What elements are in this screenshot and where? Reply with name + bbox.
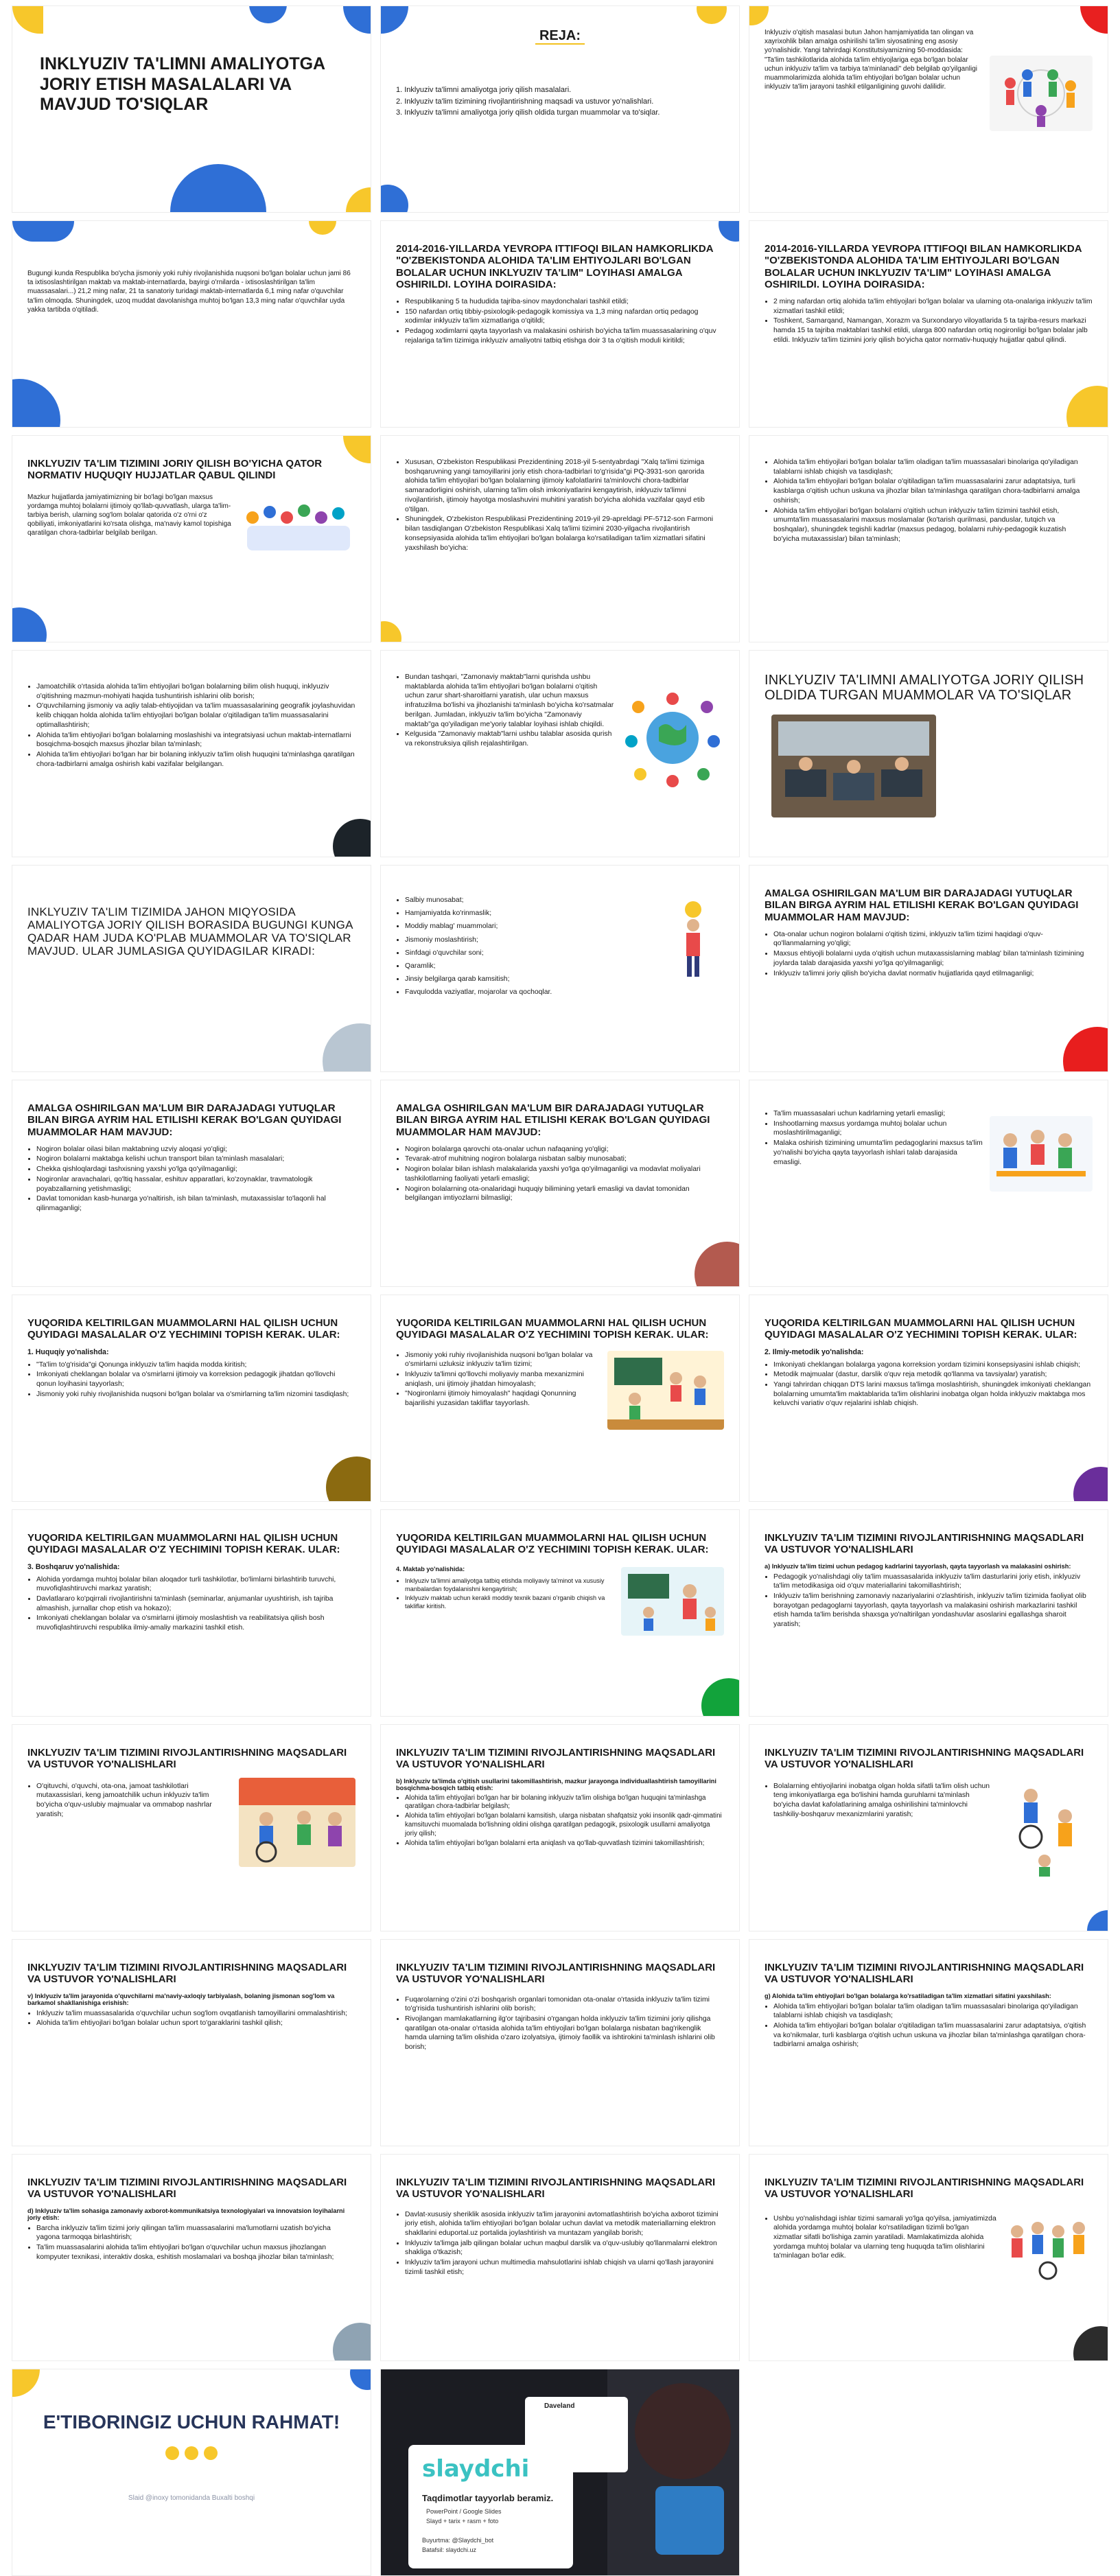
reja-heading: REJA: <box>535 28 585 45</box>
section-subtitle: 1. Huquqiy yo'nalishda: <box>27 1347 109 1356</box>
circle-shape <box>1063 1027 1108 1072</box>
list-item: • Bundan tashqari, "Zamonaviy maktab"larni qurishda ushbu maktablarda alohida ta'lim ehtiyojlari bo'lgan bolalarni o'qitish uchun zarur shart-sharoitlarni yaratish, ular uchun maxsus infratuzilma bo'lishi va jihozlanishi ta'minlash bo'yicha ko'rsatmalar berilgan. Jumladan, inklyuziv ta'lim bo'yicha "Zamonaviy maktab"ga qo'yiladigan me'yoriy talablar loyihasi ishlab chiqildi. <box>405 673 614 729</box>
slide-heading: INKLYUZIV TA'LIM TIZIMIDA JAHON MIQYOSIDA AMALIYOTGA JORIY QILISH BORASIDA BUGUNGI KUNGA QADAR HAM JUDA KO'PLAB MUAMMOLAR VA TO'SIQLAR MAVJUD. ULAR JUMLASIGA QUYIDAGILAR KIRADI: <box>27 905 353 958</box>
slide-heading: AMALGA OSHIRILGAN MA'LUM BIR DARAJADAGI YUTUQLAR BILAN BIRGA AYRIM HAL ETILISHI KERAK BO'LGAN QUYIDAGI MUAMMOLAR HAM MAVJUD: <box>27 1102 342 1138</box>
slide-reja <box>380 5 740 213</box>
list-item: • Jinsiy belgilarga qarab kamsitish; <box>405 973 655 986</box>
list-item: • Jismoniy yoki ruhiy rivojlanishida nuqsoni bo'lgan bolalar va o'smirlarni uzluksiz inklyuziv ta'lim tizimi; <box>405 1351 600 1369</box>
list-item: • Xususan, O'zbekiston Respublikasi Prezidentining 2018-yil 5-sentyabrdagi "Xalq ta'limi tizimiga boshqaruvning yangi tamoyillarini joriy etish chora-tadbirlari to'g'risida"gi PQ-3931-son qarorida alohida ta'lim ehtiyojlari bo'lgan bolalarning ijtimoiy kafolatlarini ta'minlovchi chora-tadbirlar samaradorligini oshirish, ularning ta'lim olish imkoniyatlarini kengaytirish, inklyuziv ta'limni rivojlantirish, ijtimoiy hayotga moslashuvini muhitini yaratish bo'yicha alohida vazifalar qayd etib o'tilgan. <box>405 458 724 514</box>
classroom-illustration <box>607 1351 724 1430</box>
list-item: • Imkoniyati cheklangan bolalar va o'smirlarni ijtimoiy va korreksion pedagogik jihatdan qo'llovchi qonun loyihasini tayyorlash; <box>36 1370 355 1389</box>
slide-heading: 2014-2016-YILLARDA YEVROPA ITTIFOQI BILAN HAMKORLIKDA "O'ZBEKISTONDA ALOHIDA TA'LIM EHTIYOJLARI BO'LGAN BOLALAR UCHUN INKLYUZIV TA'LIM" LOYIHASI AMALGA OSHIRILDI. LOYIHA DOIRASIDA: <box>765 243 1082 290</box>
person-illustration <box>662 894 724 984</box>
slide-heading: YUQORIDA KELTIRILGAN MUAMMOLARNI HAL QILISH UCHUN QUYIDAGI MASALALAR O'Z YECHIMINI TOPISH KERAK. ULAR: <box>765 1317 1077 1341</box>
slide-goals-v <box>12 1939 371 2146</box>
section-subtitle: 3. Boshqaruv yo'nalishida: <box>27 1562 120 1571</box>
corner-shape <box>12 6 74 34</box>
slide-solutions-methodical <box>749 1295 1108 1502</box>
students-illustration <box>990 1116 1093 1192</box>
slide-barriers-list <box>380 865 740 1072</box>
list-item: • Tevarak-atrof muhitning nogiron bolalarga nisbatan salbiy munosabati; <box>405 1154 724 1164</box>
list-item: • Fuqarolarning o'zini o'zi boshqarish organlari tomonidan ota-onalar o'rtasida inklyuziv ta'lim tizimi to'g'risida tushuntirish ishlarini olib borish; <box>405 1995 724 2014</box>
list-item: • Respublikaning 5 ta hududida tajriba-sinov maydonchalari tashkil etildi; <box>405 297 724 307</box>
instagram-icon[interactable] <box>185 2446 198 2460</box>
list-item: • "Nogironlarni ijtimoiy himoyalash" haqidagi Qonunning bajarilishi yuzasidan takliflar tayyorlash. <box>405 1389 600 1408</box>
corner-shape <box>12 221 74 242</box>
list-item: • Toshkent, Samarqand, Namangan, Xorazm va Surxondaryo viloyatlarida 5 ta tajriba-resurs markazi hamda 15 ta tajriba maktablari tashkil etildi, ularga 800 nafardan ortiq nogironligi bo'lgan bolalar jalb etildi. Inklyuziv ta'lim tizimini joriy qilish bo'yicha qator normativ-huquqiy hujjatlar qabul qilindi. <box>773 316 1093 345</box>
circle-shape <box>1073 2326 1108 2361</box>
list-item: • Sinfdagi o'quvchilar soni; <box>405 947 655 960</box>
list-item: • Nogiron bolalarni maktabga kelishi uchun transport bilan ta'minlash masalalari; <box>36 1154 355 1164</box>
slide-heading: 2014-2016-YILLARDA YEVROPA ITTIFOQI BILAN HAMKORLIKDA "O'ZBEKISTONDA ALOHIDA TA'LIM EHTIYOJLARI BO'LGAN BOLALAR UCHUN INKLYUZIV TA'LIM" LOYIHASI AMALGA OSHIRILDI. LOYIHA DOIRASIDA: <box>396 243 713 290</box>
list-item: • Alohida ta'lim ehtiyojlari bo'lgan bolalar o'qitiladigan ta'lim muassasalarini zarur adaptatsiya, turli kasblarga o'qitish uchun uskuna va jihozlar bilan ta'minlashga qaratilgan chora-tadbirlarni amalga oshirish; <box>773 477 1093 505</box>
corner-shape <box>12 2369 40 2397</box>
group-illustration <box>239 490 355 559</box>
thanks-text: E'TIBORINGIZ UCHUN RAHMAT! <box>43 2411 340 2433</box>
section-subtitle: a) Inklyuziv ta'lim tizimi uchun pedagog kadrlarini tayyorlash, qayta tayyorlash va malakasini oshirish: <box>765 1562 1071 1570</box>
list-item: • Nogiron bolalar bilan ishlash malakalarida yaxshi yo'lga qo'yilmaganligi va modavlat moliyalari tashkilotlarning faoliyati yetarli emasligi; <box>405 1165 724 1183</box>
slide-eu-project-1 <box>380 220 740 428</box>
circle-shape <box>170 164 266 213</box>
slide-heading: INKLYUZIV TA'LIMNI AMALIYOTGA JORIY QILISH OLDIDA TURGAN MUAMMOLAR VA TO'SIQLAR <box>765 673 1084 704</box>
list-item: • O'qituvchi, o'quvchi, ota-ona, jamoat tashkilotlari mutaxassislari, keng jamoatchilik uchun inklyuziv ta'lim bo'yicha o'quv-uslubiy majmualar va ommabop nashrlar yaratish; <box>36 1782 232 1820</box>
list-item: • Qaramlik; <box>405 960 655 973</box>
list-item: • Barcha inklyuziv ta'lim tizimi joriy qilingan ta'lim muassasalarini ma'lumotlarni uzatish bo'yicha yagona tarmoqqa birlashtirish; <box>36 2224 355 2242</box>
list-item: • Ta'lim muassasalarini alohida ta'lim ehtiyojlari bo'lgan o'quvchilar uchun maxsus jihozlangan kompyuter texnikasi, interaktiv doska, eshitish moslamalari va boshqa jihozlar bilan ta'minlash; <box>36 2243 355 2262</box>
corner-shape <box>1087 1910 1108 1931</box>
children-group-illustration <box>1003 2207 1093 2283</box>
children-illustration <box>990 56 1093 131</box>
slide-heading: AMALGA OSHIRILGAN MA'LUM BIR DARAJADAGI YUTUQLAR BILAN BIRGA AYRIM HAL ETILISHI KERAK BO'LGAN QUYIDAGI MUAMMOLAR HAM MAVJUD: <box>765 887 1079 923</box>
facebook-icon[interactable] <box>165 2446 179 2460</box>
list-item: • Kelgusida "Zamonaviy maktab"larni ushbu talablar asosida qurish va rekonstruksiya qilish rejalashtirilgan. <box>405 730 614 748</box>
slide-heading: INKLYUZIV TA'LIM TIZIMINI RIVOJLANTIRISHNING MAQSADLARI VA USTUVOR YO'NALISHLARI <box>396 2177 716 2201</box>
list-item: • Alohida ta'lim ehtiyojlari bo'lgan bolalarni o'qitish uchun inklyuziv ta'lim tizimini tashkil etish, umumta'lim muassasalarini maxsus moslamalar (ko'tarish qurilmasi, panduslar, tutqich va boshqalar), shuningdek tegishli kadrlar (maxsus pedagog, bolalarni ruhiy-pedagogik kuzatish bo'yicha mutaxassislar) bilan ta'minlash; <box>773 507 1093 544</box>
slide-goals-digital <box>380 2154 740 2361</box>
slide-heading: INKLYUZIV TA'LIM TIZIMINI RIVOJLANTIRISHNING MAQSADLARI VA USTUVOR YO'NALISHLARI <box>765 1962 1084 1986</box>
list-item: • Salbiy munosabat; <box>405 894 655 907</box>
wheelchair-class-illustration <box>239 1778 355 1867</box>
list-item: • Favqulodda vaziyatlar, mojarolar va qochoqlar. <box>405 986 655 999</box>
slide-goals-b <box>380 1724 740 1931</box>
list-item: • Nogiron bolalarning ota-onalaridagi huquqiy bilimining yetarli emasligi va davlat tomonidan belgilangan imtiyozlarni bilmasligi; <box>405 1185 724 1203</box>
promo-tagline: Taqdimotlar tayyorlab beramiz. <box>422 2493 554 2503</box>
circle-shape <box>380 185 408 213</box>
list-item: • Inshootlarning maxsus yordamga muhtoj bolalar uchun moslashtirilmaganligi; <box>773 1119 983 1138</box>
circle-shape <box>749 5 769 25</box>
slide-normative-docs <box>12 435 371 642</box>
footer-note: Slaid @inoxy tomonidanda Buxalti boshqi <box>128 2494 255 2502</box>
list-item: • Alohida ta'lim ehtiyojlari bo'lgan bolalarni kamsitish, ularga nisbatan shafqatsiz yoki insonlik qadr-qimmatini kamsituvchi muomalada bo'lishning oldini olishga qaratilgan pedagogik, psixologik usullarni amaliyotga joriy qilish; <box>405 1812 724 1839</box>
slide-goals-community <box>380 1939 740 2146</box>
circle-shape <box>1073 1467 1108 1502</box>
list-item: • Nogiron bolalarga qarovchi ota-onalar uchun nafaqaning yo'qligi; <box>405 1145 724 1154</box>
circle-shape <box>695 1242 740 1287</box>
slide-title-text: INKLYUZIV TA'LIMNI AMALIYOTGA JORIY ETISH MASALALARI VA MAVJUD TO'SIQLAR <box>40 54 325 114</box>
list-item: • Inklyuziv ta'limga jalb qilingan bolalar uchun maqbul darslik va o'quv-uslubiy qo'llanmalarni elektron shakliga o'tkazish; <box>405 2239 724 2258</box>
slide-heading: INKLYUZIV TA'LIM TIZIMINI RIVOJLANTIRISHNING MAQSADLARI VA USTUVOR YO'NALISHLARI <box>765 2177 1084 2201</box>
list-item: • Alohida yordamga muhtoj bolalar bilan aloqador turli tashkilotlar, bo'limlarni birlashtirib turuvchi, muvofiqlashtiruvchi markaz yaratish; <box>36 1575 355 1594</box>
list-item: • Davlatlararo ko'pqirrali rivojlantirishni ta'minlash (seminarlar, anjumanlar uyushtirish, ish tajriba almashish, jurnallar chop etish va hokazo); <box>36 1594 355 1613</box>
world-children-illustration <box>621 686 724 789</box>
list-item: • Alohida ta'lim ehtiyojlari bo'lgan bolalarning moslashishi va integratsiyasi uchun maktab-internatlarni bosqichma-bosqich maxsus jihozlar bilan ta'minlash; <box>36 731 355 750</box>
reja-item: 2. Inklyuziv ta'lim tizimining rivojlantirishning maqsadi va ustuvor yo'nalishlari. <box>396 97 654 106</box>
reja-item: 1. Inklyuziv ta'limni amaliyotga joriy qilish masalalari. <box>396 86 572 94</box>
list-item: • Inklyuziv ta'lim jarayoni uchun multimedia mahsulotlarini ishlab chiqish va ularni qo'llash jarayonini tizimli tashkil etish; <box>405 2258 724 2277</box>
slide-heading: YUQORIDA KELTIRILGAN MUAMMOLARNI HAL QILISH UCHUN QUYIDAGI MASALALAR O'Z YECHIMINI TOPISH KERAK. ULAR: <box>396 1532 709 1556</box>
list-item: • Inklyuziv ta'limni qo'llovchi moliyaviy manba mexanizmini aniqlash, uni ijtimoiy jihatdan himoyalash; <box>405 1370 600 1389</box>
circle-shape <box>12 379 60 428</box>
slide-goals-d <box>12 2154 371 2361</box>
circle-shape <box>701 1678 740 1717</box>
slide-solutions-legal-2 <box>380 1295 740 1502</box>
slide-goals-g <box>749 1939 1108 2146</box>
list-item: • Shuningdek, O'zbekiston Respublikasi Prezidentining 2019-yil 29-apreldagi PF-5712-son Farmoni bilan tasdiqlangan O'zbekiston Respublikasi Xalq ta'limi tizimini 2030-yilgacha rivojlantirish konsepsiyasida alohida ta'lim ehtiyojlari bo'lgan bolalarga ko'rsatiladigan ta'lim xizmatlari sifatini yaxshilash bo'yicha: <box>405 515 724 553</box>
circle-shape <box>249 5 287 23</box>
section-subtitle: 4. Maktab yo'nalishida: <box>396 1565 465 1573</box>
list-item: • Inklyuziv ta'lim muassasalarida o'quvchilar uchun sog'lom ovqatlanish tamoyillarini ommalashtirish; <box>36 2009 355 2019</box>
list-item: • Alohida ta'lim ehtiyojlari bo'lgan har bir bolaning inklyuziv ta'lim olishiga bo'lgan huquqini ta'minlashga qaratilgan chora-tadbirlar belgilash; <box>405 1794 724 1812</box>
list-item: • Metodik majmualar (dastur, darslik o'quv reja metodik qo'llanma va tavsiyalar) yaratish; <box>773 1370 1093 1380</box>
circle-shape <box>1066 386 1108 428</box>
normative-text: Mazkur hujjatlarda jamiyatimizning bir bo'lagi bo'lgan maxsus yordamga muhtoj bolalarni ijtimoiy qo'llab-quvvatlash, ularga ta'lim-tarbiya berish, ularning sog'lom bolalar qatorida o'z o'rni o'z qobiliyati, imkoniyatlarini ko'rsata olishga, ma'naviy kamol topishiga qaratilgan chora-tadbirlar belgilab berilgan. <box>27 493 231 537</box>
list-item: • Rivojlangan mamlakatlarning ilg'or tajribasini o'rgangan holda inklyuziv ta'lim tizimini joriy qilishga qaratilgan ota-onalar o'rtasida alohida ta'lim ehtiyojlari bo'lgan bolalarga nisbatan bag'rikenglik hamda ularning ta'lim olishida o'zaro izolyatsiya, ijtimoiy faollik va ishtirokini ta'minlash ishlarini olib borish; <box>405 2015 724 2052</box>
slide-world-problems <box>12 865 371 1072</box>
list-item: • "Ta'lim to'g'risida"gi Qonunga inklyuziv ta'lim haqida modda kiritish; <box>36 1360 355 1370</box>
slide-issues-2 <box>12 1080 371 1287</box>
list-item: • Ushbu yo'nalishdagi ishlar tizimi samarali yo'lga qo'yilsa, jamiyatimizda alohida yordamga muhtoj bolalar ko'rsatiladigan tizimli bo'lgan xizmatlar sifatli bo'lishiga zamin yaratiladi. Mamlakatimizda alohida yordamga muhtoj bolalar va ularning teng huquqda ta'lim olishlarini ta'minlagan bo'lar edik. <box>773 2214 996 2262</box>
list-item: • Davlat-xususiy sheriklik asosida inklyuziv ta'lim jarayonini avtomatlashtirish bo'yicha axborot tizimini joriy etish, alohida ta'lim ehtiyojlari bo'lgan bolalar uchun davlat va metodik materiallarning elektron shakllarini eduportal.uz portalida joylashtirish va muntazam yangilab borish; <box>405 2210 724 2238</box>
slide-public-awareness <box>12 650 371 857</box>
promo-contact[interactable]: Batafsil: slaydchi.uz <box>422 2546 477 2553</box>
list-item: • Inklyuziv ta'lim berishning zamonaviy nazariyalarini o'zlashtirish, inklyuziv ta'lim tizimida faoliyat olib borayotgan pedagoglarni tayyorlash, qayta tayyorlash va malakasini oshirish markazlarini tashkil etish hamda ta'lim berishda shaxsga yo'naltirilgan yondashuvlar asoslarini egallashga sharoit yaratish; <box>773 1592 1093 1629</box>
circle-shape <box>326 1457 371 1502</box>
circle-shape <box>12 607 47 642</box>
list-item: • Alohida ta'lim ehtiyojlari bo'lgan bolalarni erta aniqlash va qo'llab-quvvatlash tizimini takomillashtirish; <box>405 1840 724 1848</box>
circle-shape <box>333 819 371 857</box>
section-subtitle: g) Alohida ta'lim ehtiyojlari bo'lgan bolalarga ko'rsatiladigan ta'lim xizmatlari sifatini yaxshilash: <box>765 1992 1051 1999</box>
intro-text: Inklyuziv o'qitish masalasi butun Jahon hamjamiyatida tan olingan va xayrixohlik bilan amalga oshirilishi ta'lim siyosatining eng asosiy yo'nalishidir. Yangi tahrirdagi Konstitutsiyamizning 50-moddasida: "Ta'lim tashkilotlarida alohida ta'lim ehtiyojlariga ega bo'lgan bolalar uchun inklyuziv ta'lim va tarbiya ta'minlanadi" deb belgilab qo'yilganligi muammolarimizda alohida ta'lim ehtiyojlari bo'lgan bolalar uchun inklyuziv ta'lim jarayoni tashkil etilganligining guvohi dalilidir. <box>765 29 978 91</box>
slide-heading: YUQORIDA KELTIRILGAN MUAMMOLARNI HAL QILISH UCHUN QUYIDAGI MASALALAR O'Z YECHIMINI TOPISH KERAK. ULAR: <box>27 1532 340 1556</box>
list-item: • Nogiron bolalar oilasi bilan maktabning uzviy aloqasi yo'qligi; <box>36 1145 355 1154</box>
slide-title <box>12 5 371 213</box>
teacher-illustration <box>621 1567 724 1636</box>
circle-shape <box>333 2323 371 2361</box>
list-item: • Jamoatchilik o'rtasida alohida ta'lim ehtiyojlari bo'lgan bolalarning bilim olish huquqi, inklyuziv o'qitishning mazmun-mohiyati haqida tushuntirish ishlarini olib borish; <box>36 682 355 701</box>
slide-thanks <box>12 2369 371 2576</box>
reja-item: 3. Inklyuziv ta'limni amaliyotga joriy qilish oldida turgan muammolar va to'siqlar. <box>396 108 660 117</box>
accessibility-illustration <box>1003 1775 1093 1878</box>
promo-contact[interactable]: Buyurtma: @Slaydchi_bot <box>422 2537 494 2544</box>
slide-goals-materials <box>12 1724 371 1931</box>
list-item: • Imkoniyati cheklangan bolalarga yagona korreksion yordam tizimini konsepsiyasini ishlab chiqish; <box>773 1360 1093 1370</box>
slide-promo <box>380 2369 740 2576</box>
slide-statistics <box>12 220 371 428</box>
list-item: • Yangi tahrirdan chiqqan DTS larini maxsus ta'limga moslashtirish, shuningdek imkoniyati cheklangan bolalarning umumta'lim maktablarida ta'lim olishlarini inobatga olgan holda inklyuziv maktabga mos keluvchi variativ o'quv rejalarini ishlab chiqish. <box>773 1380 1093 1408</box>
list-item: • Ota-onalar uchun nogiron bolalarni o'qitish tizimi, inklyuziv ta'lim tizimi haqidagi o'quv-qo'llanmalarning yo'qligi; <box>773 930 1093 949</box>
slide-heading: INKLYUZIV TA'LIM TIZIMINI RIVOJLANTIRISHNING MAQSADLARI VA USTUVOR YO'NALISHLARI <box>27 1747 347 1771</box>
promo-line: PowerPoint / Google Slides <box>426 2508 502 2515</box>
slide-sheet <box>12 0 1108 2566</box>
card-title: Daveland <box>544 2402 575 2410</box>
slide-heading: INKLYUZIV TA'LIM TIZIMINI RIVOJLANTIRISHNING MAQSADLARI VA USTUVOR YO'NALISHLARI <box>27 2177 347 2201</box>
list-item: • O'quvchilarning jismoniy va aqliy talab-ehtiyojidan va ta'lim muassasalarining geografik joylashuvidan kelib chiqqan holda alohida ta'lim ehtiyojlari bo'lgan bolalar o'qitiladigan ta'lim muassasalarini optimallashtirish; <box>36 701 355 730</box>
list-item: • Alohida ta'lim ehtiyojlari bo'lgan bolalar ta'lim oladigan ta'lim muassasalari binolariga qo'yiladigan talablarni ishlab chiqish va tasdiqlash; <box>773 458 1093 476</box>
brand-logo: slaydchi <box>422 2455 530 2483</box>
slide-goals-a <box>749 1509 1108 1717</box>
circle-shape <box>309 220 336 235</box>
slide-eu-project-2 <box>749 220 1108 428</box>
list-item: • Pedagogik yo'nalishdagi oliy ta'lim muassasalarida inklyuziv ta'lim dasturlarini joriy etish, inklyuziv ta'lim metodikasiga oid o'quv materiallarini takomillashtirish; <box>773 1573 1093 1591</box>
slide-modern-school <box>380 650 740 857</box>
list-item: • Chekka qishloqlardagi tashxisning yaxshi yo'lga qo'yilmaganligi; <box>36 1165 355 1174</box>
list-item: • Davlat tomonidan kasb-hunarga yo'naltirish, ish bilan ta'minlash, mutaxassislar to'laqonli hal qilinmaganligi; <box>36 1194 355 1213</box>
slide-issues-1 <box>749 865 1108 1072</box>
list-item: • Alohida ta'lim ehtiyojlari bo'lgan har bir bolaning inklyuziv ta'lim olish huquqini ta'minlashga qaratilgan chora-tadbirlarni amalga oshirish kabi vazifalar belgilangan. <box>36 750 355 769</box>
list-item: • 150 nafardan ortiq tibbiy-psixologik-pedagogik komissiya va 1,3 ming nafardan ortiq pedagog xodimlar inklyuziv ta'lim xizmatlariga o'qitildi; <box>405 308 724 326</box>
list-item: • Alohida ta'lim ehtiyojlari bo'lgan bolalar uchun sport to'garaklarini tashkil qilish; <box>36 2019 355 2028</box>
slide-issues-3 <box>380 1080 740 1287</box>
list-item: • Imkoniyati cheklangan bolalar va o'smirlarni ijtimoiy moslashtish va reabilitatsiya qilish bosh muvofiqlashtiruvchi respublika ilmiy-amaliy markazini tashkil etish. <box>36 1614 355 1632</box>
list-item: • Moddiy mablag' muammolari; <box>405 920 655 933</box>
statistics-text: Bugungi kunda Respublika bo'ycha jismoniy yoki ruhiy rivojlanishida nuqsoni bo'lgan bolalar uchun jami 86 ta ixtisoslashtirilgan maktab va maktab-internatlarda, bayirgi o'rnilarda - ixtisoslashtirilgan ta'lim muassasalari...) 21,2 ming nafar, 21 ta sanatoriy turidagi maktab-internatlarda 6,1 ming nafar o'quvchilar ta'lim olmoqda. Shuningdek, uzoq muddat davolanishga muhtoj bo'lgan 13,3 ming nafar o'quvchilar uyda yakka tartibda o'qitiladi. <box>27 270 351 314</box>
classroom-photo <box>771 715 936 817</box>
social-icons <box>12 2446 371 2460</box>
list-item: • Inklyuziv ta'limni joriy qilish bo'yicha davlat normativ hujjatlarida qayd etilmaganligi; <box>773 969 1093 979</box>
list-item: • Inklyuziv maktab uchun kerakli moddiy texnik bazani o'rganib chiqish va takliflar kiritish. <box>405 1594 614 1610</box>
circle-shape <box>697 5 727 24</box>
slide-goals-conclusion <box>749 2154 1108 2361</box>
twitter-icon[interactable] <box>204 2446 218 2460</box>
slide-goals-guarantees <box>749 1724 1108 1931</box>
slide-heading: INKLYUZIV TA'LIM TIZIMINI RIVOJLANTIRISHNING MAQSADLARI VA USTUVOR YO'NALISHLARI <box>27 1962 347 1986</box>
corner-shape <box>346 187 371 212</box>
slide-heading: AMALGA OSHIRILGAN MA'LUM BIR DARAJADAGI YUTUQLAR BILAN BIRGA AYRIM HAL ETILISHI KERAK BO'LGAN QUYIDAGI MUAMMOLAR HAM MAVJUD: <box>396 1102 710 1138</box>
list-item: • 2 ming nafardan ortiq alohida ta'lim ehtiyojlari bo'lgan bolalar va ularning ota-onalariga inklyuziv ta'lim xizmatlari tashkil etildi; <box>773 297 1093 316</box>
section-subtitle: 2. Ilmiy-metodik yo'nalishda: <box>765 1347 864 1356</box>
list-item: • Jismoniy moslashtirish; <box>405 934 655 947</box>
list-item: • Maxsus ehtiyojli bolalarni uyda o'qitish uchun mutaxassislarning mablag' bilan ta'minlash tizimining joylarda talab darajasida yaxshi yo'lga qo'yilmaganligi; <box>773 949 1093 968</box>
list-item: • Alohida ta'lim ehtiyojlari bo'lgan bolalar ta'lim oladigan ta'lim muassasalari binolariga qo'yiladigan talablarni ishlab chiqish va tasdiqlash; <box>773 2002 1093 2021</box>
circle-shape <box>350 2369 371 2390</box>
slide-intro <box>749 5 1108 213</box>
slide-presidential-decrees <box>380 435 740 642</box>
empty-cell <box>749 2369 1108 2576</box>
list-item: • Inklyuziv ta'limni amaliyotga tatbiq etishda moliyaviy ta'minot va xususiy manbalardan foydalanishni kengaytirish; <box>405 1577 614 1593</box>
list-item: • Ta'lim muassasalari uchun kadrlarning yetarli emasligi; <box>773 1109 983 1119</box>
slide-requirements <box>749 435 1108 642</box>
slide-solutions-school <box>380 1509 740 1717</box>
list-item: • Nogironlar aravachalari, qo'ltiq hassalar, eshituv apparatlari, ko'zoynaklar, travmatologik poyabzallarning yetishmasligi; <box>36 1175 355 1194</box>
slide-heading: YUQORIDA KELTIRILGAN MUAMMOLARNI HAL QILISH UCHUN QUYIDAGI MASALALAR O'Z YECHIMINI TOPISH KERAK. ULAR: <box>27 1317 340 1341</box>
circle-shape <box>719 220 740 242</box>
list-item: • Pedagog xodimlarni qayta tayyorlash va malakasini oshirish bo'yicha ta'lim muassasalarining o'quv rejalariga ta'lim tizimiga inklyuziv amaliyotni tatbiq etishga doir 3 ta o'qitish moduli kiritildi; <box>405 327 724 345</box>
slide-solutions-management <box>12 1509 371 1717</box>
slide-solutions-legal <box>12 1295 371 1502</box>
circle-shape <box>380 621 401 642</box>
list-item: • Alohida ta'lim ehtiyojlari bo'lgan bolalar o'qitiladigan ta'lim muassasalarini zarur adaptatsiya, o'qitish va ko'nikmalar, turli kasblarga o'qitish uchun uskuna va jihozlar bilan ta'minlashga qaratilgan chora-tadbirlarni amalga oshirish; <box>773 2021 1093 2050</box>
slide-heading: INKLYUZIV TA'LIM TIZIMINI RIVOJLANTIRISHNING MAQSADLARI VA USTUVOR YO'NALISHLARI <box>396 1747 716 1771</box>
promo-line: Slayd + tarix + rasm + foto <box>426 2518 499 2525</box>
slide-heading: INKLYUZIV TA'LIM TIZIMINI RIVOJLANTIRISHNING MAQSADLARI VA USTUVOR YO'NALISHLARI <box>765 1532 1084 1556</box>
list-item: • Malaka oshirish tizimining umumta'lim pedagoglarini maxsus ta'lim yo'nalishi bo'yicha qayta tayyorlash ishlari talab darajasida emasligi. <box>773 1139 983 1167</box>
slide-issues-4 <box>749 1080 1108 1287</box>
slide-heading: INKLYUZIV TA'LIM TIZIMINI JORIY QILISH BO'YICHA QATOR NORMATIV HUQUQIY HUJJATLAR QABUL QILINDI <box>27 458 323 482</box>
slide-problems-title <box>749 650 1108 857</box>
list-item: • Jismoniy yoki ruhiy rivojlanishida nuqsoni bo'lgan bolalar va o'smirlarning ta'lim nizomini tasdiqlash; <box>36 1390 355 1400</box>
corner-shape <box>343 6 371 34</box>
list-item: • Hamjamiyatda ko'rinmaslik; <box>405 907 655 920</box>
slide-heading: INKLYUZIV TA'LIM TIZIMINI RIVOJLANTIRISHNING MAQSADLARI VA USTUVOR YO'NALISHLARI <box>396 1962 716 1986</box>
slide-heading: YUQORIDA KELTIRILGAN MUAMMOLARNI HAL QILISH UCHUN QUYIDAGI MASALALAR O'Z YECHIMINI TOPISH KERAK. ULAR: <box>396 1317 709 1341</box>
section-subtitle: b) Inklyuziv ta'limda o'qitish usullarini takomillashtirish, mazkur jarayonga individuallashtirish tamoyillarini bosqichma-bosqich tatbiq etish: <box>396 1777 716 1791</box>
slide-heading: INKLYUZIV TA'LIM TIZIMINI RIVOJLANTIRISHNING MAQSADLARI VA USTUVOR YO'NALISHLARI <box>765 1747 1084 1771</box>
section-subtitle: v) Inklyuziv ta'lim jarayonida o'quvchilarni ma'naviy-axloqiy tarbiyalash, bolaning jismonan sog'lom va barkamol shakllanishiga erishish: <box>27 1992 335 2006</box>
circle-shape <box>323 1023 371 1072</box>
section-subtitle: d) Inklyuziv ta'lim sohasiga zamonaviy axborot-kommunikatsiya texnologiyalari va innovatsion loyihalarni joriy etish: <box>27 2207 345 2221</box>
list-item: • Bolalarning ehtiyojlarini inobatga olgan holda sifatli ta'lim olish uchun teng imkoniyatlarga ega bo'lishini hamda guruhlarni ta'minlash bo'yicha davlat kafolatlarining amalga oshirilishini ta'minlovchi tashkiliy-boshqaruv mexanizmlarini yaratish; <box>773 1782 996 1820</box>
